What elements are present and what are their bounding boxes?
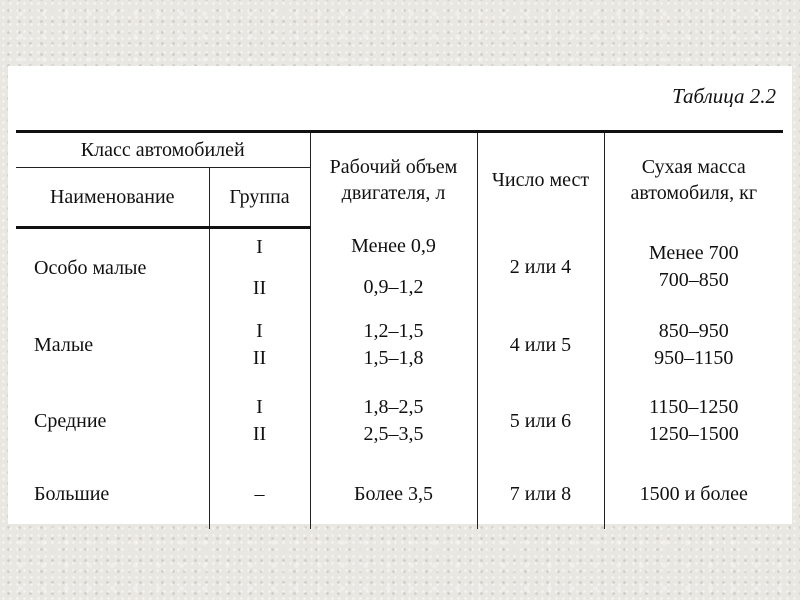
row-engine: [310, 383, 477, 459]
row-engine: [310, 459, 477, 529]
table-row: [16, 228, 783, 308]
header-name: Наименование: [16, 168, 209, 228]
group-value: I: [256, 320, 263, 342]
row-mass: [604, 307, 783, 383]
row-mass: [604, 383, 783, 459]
row-mass: [604, 228, 783, 308]
mass-value: Менее 700: [648, 242, 739, 265]
mass-value: 850–950: [658, 320, 729, 342]
header-mass: Сухая масса автомобиля, кг: [604, 132, 783, 228]
table-row: [16, 307, 783, 383]
group-value: II: [252, 423, 267, 445]
mass-value: 700–850: [658, 269, 729, 292]
mass-value: 1500 и более: [639, 482, 748, 505]
row-name: Малые: [34, 333, 94, 356]
group-value: II: [252, 277, 267, 299]
engine-value: 1,8–2,5: [363, 396, 424, 418]
header-engine: Рабочий объем двигателя, л: [310, 132, 477, 228]
row-name: Средние: [34, 409, 107, 432]
document-page: [8, 66, 792, 524]
mass-value: 1250–1500: [648, 423, 739, 445]
row-seats: 4 или 5: [477, 307, 604, 383]
row-name: Особо малые: [34, 256, 147, 279]
table-caption: Таблица 2.2: [672, 84, 776, 108]
group-value: II: [252, 347, 267, 369]
header-class-group: Класс автомобилей: [16, 132, 310, 168]
engine-value: 1,2–1,5: [363, 320, 424, 342]
row-seats: 5 или 6: [477, 383, 604, 459]
row-groups: [209, 459, 310, 529]
group-value: I: [256, 396, 263, 418]
row-mass: [604, 459, 783, 529]
row-groups: [209, 228, 310, 308]
row-engine: [310, 228, 477, 308]
header-seats: Число мест: [477, 132, 604, 228]
engine-value: 1,5–1,8: [363, 347, 424, 369]
engine-value: 2,5–3,5: [363, 423, 424, 445]
engine-value: Менее 0,9: [351, 235, 436, 258]
mass-value: 950–1150: [654, 347, 734, 369]
row-name: Большие: [34, 482, 110, 505]
car-class-table: [16, 130, 783, 529]
row-engine: [310, 307, 477, 383]
row-groups: [209, 307, 310, 383]
spec-table-area: [16, 130, 783, 524]
row-seats: 7 или 8: [477, 459, 604, 529]
table-row: [16, 459, 783, 529]
row-groups: [209, 383, 310, 459]
table-row: [16, 383, 783, 459]
group-value: I: [256, 236, 263, 258]
group-value: –: [254, 482, 265, 505]
engine-value: Более 3,5: [354, 482, 433, 505]
row-seats: 2 или 4: [477, 228, 604, 308]
engine-value: 0,9–1,2: [363, 276, 424, 299]
mass-value: 1150–1250: [649, 396, 739, 418]
header-group: Группа: [209, 168, 310, 228]
